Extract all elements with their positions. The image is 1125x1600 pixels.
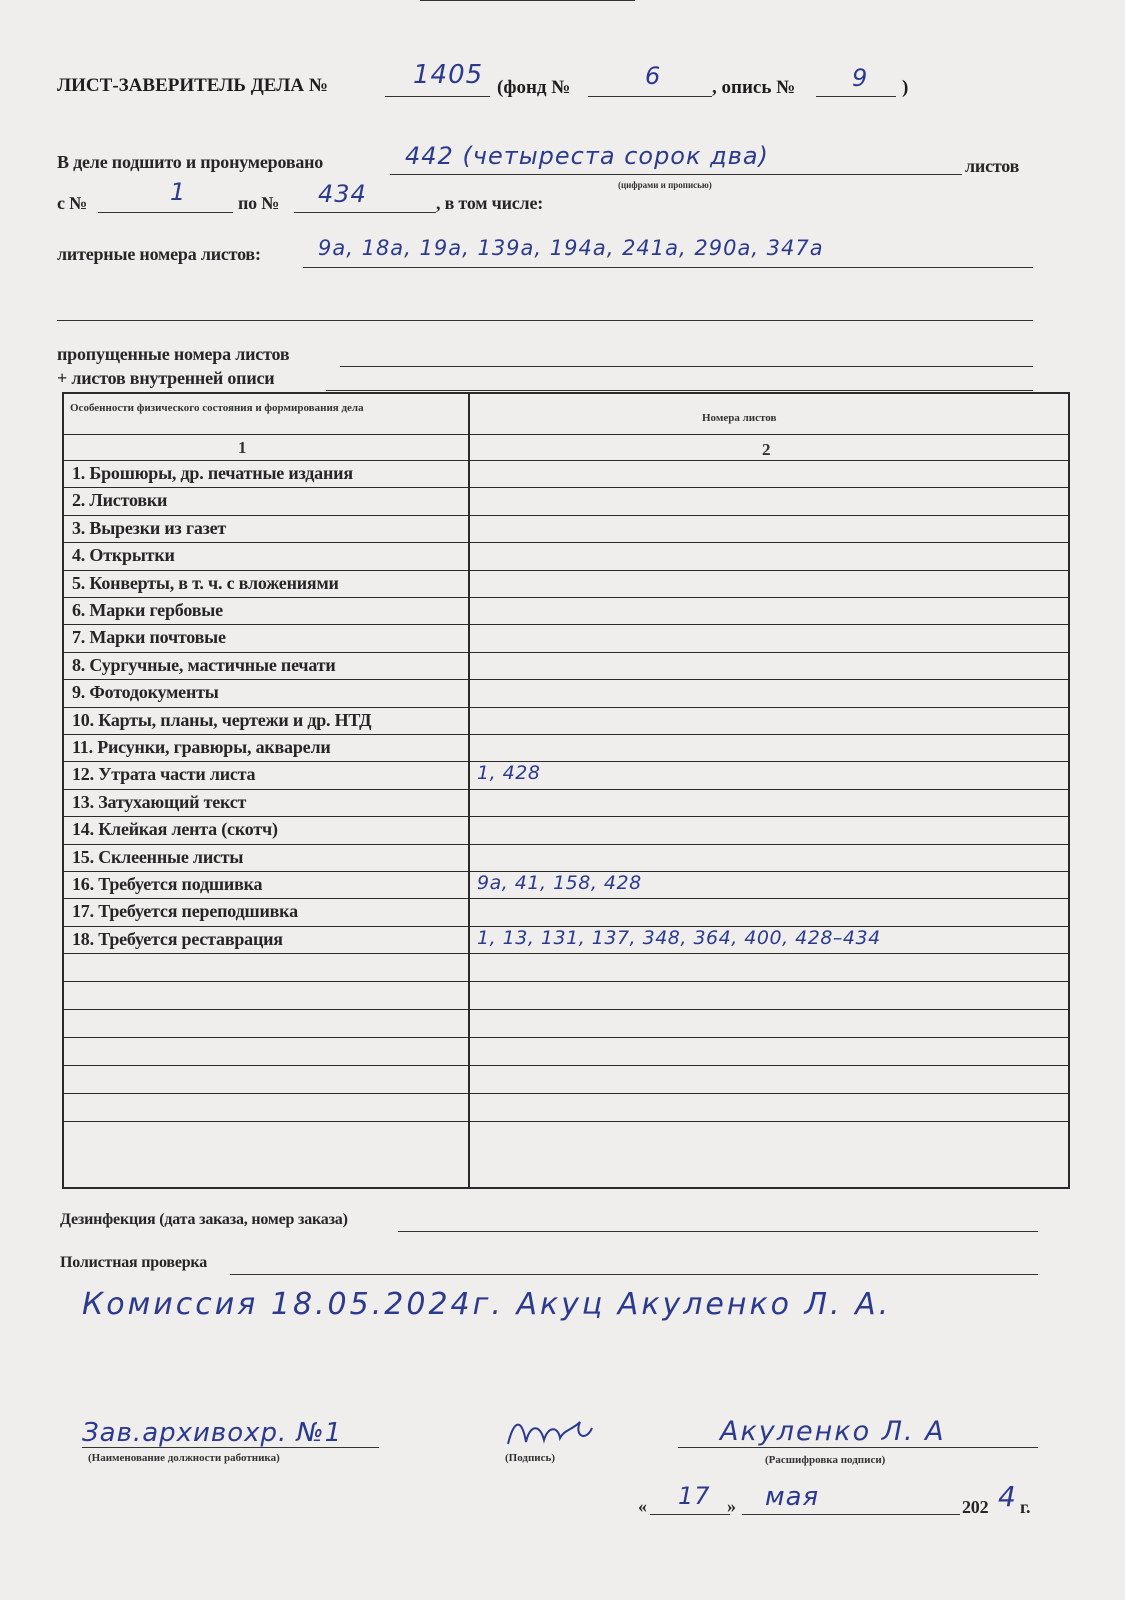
case-number-line bbox=[385, 96, 490, 97]
sewn-line bbox=[390, 174, 962, 175]
table-row-label: 3. Вырезки из газет bbox=[72, 517, 227, 538]
digits-hint: (цифрами и прописью) bbox=[618, 180, 712, 190]
date-month-line bbox=[742, 1514, 960, 1515]
table-row-label: 12. Утрата части листа bbox=[72, 764, 256, 785]
position-line bbox=[82, 1447, 379, 1448]
date-year-digit: 4 bbox=[998, 1480, 1017, 1513]
table-row-label: 18. Требуется реставрация bbox=[72, 928, 283, 949]
table-row-value: 1, 428 bbox=[477, 762, 541, 785]
fond-label: (фонд № bbox=[497, 77, 571, 98]
table-row-label: 17. Требуется переподшивка bbox=[72, 901, 298, 922]
date-year-prefix: 202 bbox=[962, 1497, 989, 1517]
opis-line bbox=[816, 96, 896, 97]
sheets-word: листов bbox=[965, 156, 1020, 176]
table-row-divider bbox=[64, 707, 1068, 708]
table-row-divider bbox=[64, 624, 1068, 625]
decoding-hint: (Расшифровка подписи) bbox=[765, 1454, 886, 1466]
fond-line bbox=[588, 96, 712, 97]
table-empty-row-divider bbox=[64, 1121, 1068, 1122]
table-empty-row-divider bbox=[64, 953, 1068, 954]
table-col1-number: 1 bbox=[238, 438, 247, 457]
opis-number: 9 bbox=[852, 64, 869, 92]
table-row-divider bbox=[64, 761, 1068, 762]
signature-hint: (Подпись) bbox=[505, 1452, 556, 1464]
table-header-col2: Номера листов bbox=[702, 412, 777, 424]
case-number: 1405 bbox=[413, 60, 484, 90]
table-row-divider bbox=[64, 734, 1068, 735]
sewn-value: 442 (четыреста сорок два) bbox=[405, 142, 769, 170]
table-header-divider bbox=[64, 434, 1068, 435]
table-row-divider bbox=[64, 898, 1068, 899]
date-close-quote: » bbox=[727, 1496, 736, 1516]
table-row-label: 10. Карты, планы, чертежи и др. НТД bbox=[72, 709, 372, 730]
table-row-label: 15. Склеенные листы bbox=[72, 846, 244, 867]
position-hint: (Наименование должности работника) bbox=[88, 1452, 280, 1464]
disinfection-line bbox=[398, 1231, 1038, 1232]
table-row-label: 2. Листовки bbox=[72, 490, 168, 511]
table-row-divider bbox=[64, 460, 1068, 461]
table-empty-row-divider bbox=[64, 1037, 1068, 1038]
date-day: 17 bbox=[678, 1482, 711, 1510]
including-label: , в том числе: bbox=[436, 193, 544, 213]
date-month: мая bbox=[765, 1482, 820, 1512]
decoding-line bbox=[678, 1447, 1038, 1448]
check-label: Полистная проверка bbox=[60, 1254, 208, 1271]
disinfection-label: Дезинфекция (дата заказа, номер заказа) bbox=[60, 1211, 348, 1228]
from-value: 1 bbox=[170, 178, 187, 206]
table-row-divider bbox=[64, 570, 1068, 571]
letter-numbers-value: 9а, 18а, 19а, 139а, 194а, 241а, 290а, 347а bbox=[318, 236, 824, 260]
table-row-label: 6. Марки гербовые bbox=[72, 600, 223, 620]
table-row-divider bbox=[64, 844, 1068, 845]
to-value: 434 bbox=[318, 180, 367, 208]
table-empty-row-divider bbox=[64, 1009, 1068, 1010]
table-row-value: 9а, 41, 158, 428 bbox=[477, 872, 642, 894]
signature-image bbox=[500, 1414, 600, 1450]
table-row-value: 1, 13, 131, 137, 348, 364, 400, 428–434 bbox=[477, 926, 881, 949]
document-title: ЛИСТ-ЗАВЕРИТЕЛЬ ДЕЛА № bbox=[57, 75, 328, 96]
from-label: с № bbox=[57, 193, 87, 213]
inner-inventory-label: + листов внутренней описи bbox=[57, 368, 275, 388]
letter-numbers-line bbox=[303, 267, 1033, 268]
table-col2-number: 2 bbox=[762, 440, 771, 459]
table-row-label: 4. Открытки bbox=[72, 545, 175, 566]
table-row-label: 14. Клейкая лента (скотч) bbox=[72, 819, 278, 840]
table-column-divider bbox=[468, 394, 470, 1187]
inner-inventory-line bbox=[326, 390, 1033, 391]
letter-numbers-label: литерные номера листов: bbox=[57, 244, 261, 264]
table-empty-row-divider bbox=[64, 981, 1068, 982]
table-empty-row-divider bbox=[64, 1093, 1068, 1094]
missing-numbers-line bbox=[340, 366, 1033, 367]
decoding-value: Акуленко Л. А bbox=[720, 1416, 946, 1447]
table-row-divider bbox=[64, 515, 1068, 516]
table-row-label: 1. Брошюры, др. печатные издания bbox=[72, 463, 353, 483]
table-row-divider bbox=[64, 542, 1068, 543]
date-day-line bbox=[650, 1514, 730, 1515]
to-line bbox=[294, 212, 436, 213]
letter-numbers-line-2 bbox=[57, 320, 1033, 321]
condition-table bbox=[62, 392, 1070, 1189]
table-row-label: 11. Рисунки, гравюры, акварели bbox=[72, 737, 331, 757]
opis-label: , опись № bbox=[712, 77, 796, 98]
table-row-divider bbox=[64, 652, 1068, 653]
to-label: по № bbox=[238, 193, 280, 213]
table-row-label: 9. Фотодокументы bbox=[72, 682, 219, 703]
fond-number: 6 bbox=[645, 62, 662, 90]
position-value: Зав.архивохр. №1 bbox=[82, 1418, 343, 1448]
opis-close: ) bbox=[902, 77, 909, 98]
table-row-divider bbox=[64, 487, 1068, 488]
signature-line bbox=[420, 0, 635, 1]
table-row-divider bbox=[64, 597, 1068, 598]
date-open-quote: « bbox=[638, 1496, 647, 1516]
table-row-divider bbox=[64, 816, 1068, 817]
check-line bbox=[230, 1274, 1038, 1275]
missing-numbers-label: пропущенные номера листов bbox=[57, 344, 290, 364]
from-line bbox=[98, 212, 233, 213]
sewn-label: В деле подшито и пронумеровано bbox=[57, 152, 324, 172]
table-row-label: 7. Марки почтовые bbox=[72, 627, 226, 648]
table-row-label: 8. Сургучные, мастичные печати bbox=[72, 654, 336, 675]
table-row-label: 5. Конверты, в т. ч. с вложениями bbox=[72, 572, 339, 593]
table-row-divider bbox=[64, 789, 1068, 790]
table-row-divider bbox=[64, 679, 1068, 680]
commission-note: Комиссия 18.05.2024г. Акуц Акуленко Л. А. bbox=[82, 1287, 892, 1322]
date-year-suffix: г. bbox=[1020, 1497, 1031, 1517]
table-header-col1: Особенности физического состояния и формирования дела bbox=[70, 402, 364, 414]
table-row-label: 13. Затухающий текст bbox=[72, 791, 247, 812]
table-empty-row-divider bbox=[64, 1065, 1068, 1066]
table-row-label: 16. Требуется подшивка bbox=[72, 874, 263, 894]
